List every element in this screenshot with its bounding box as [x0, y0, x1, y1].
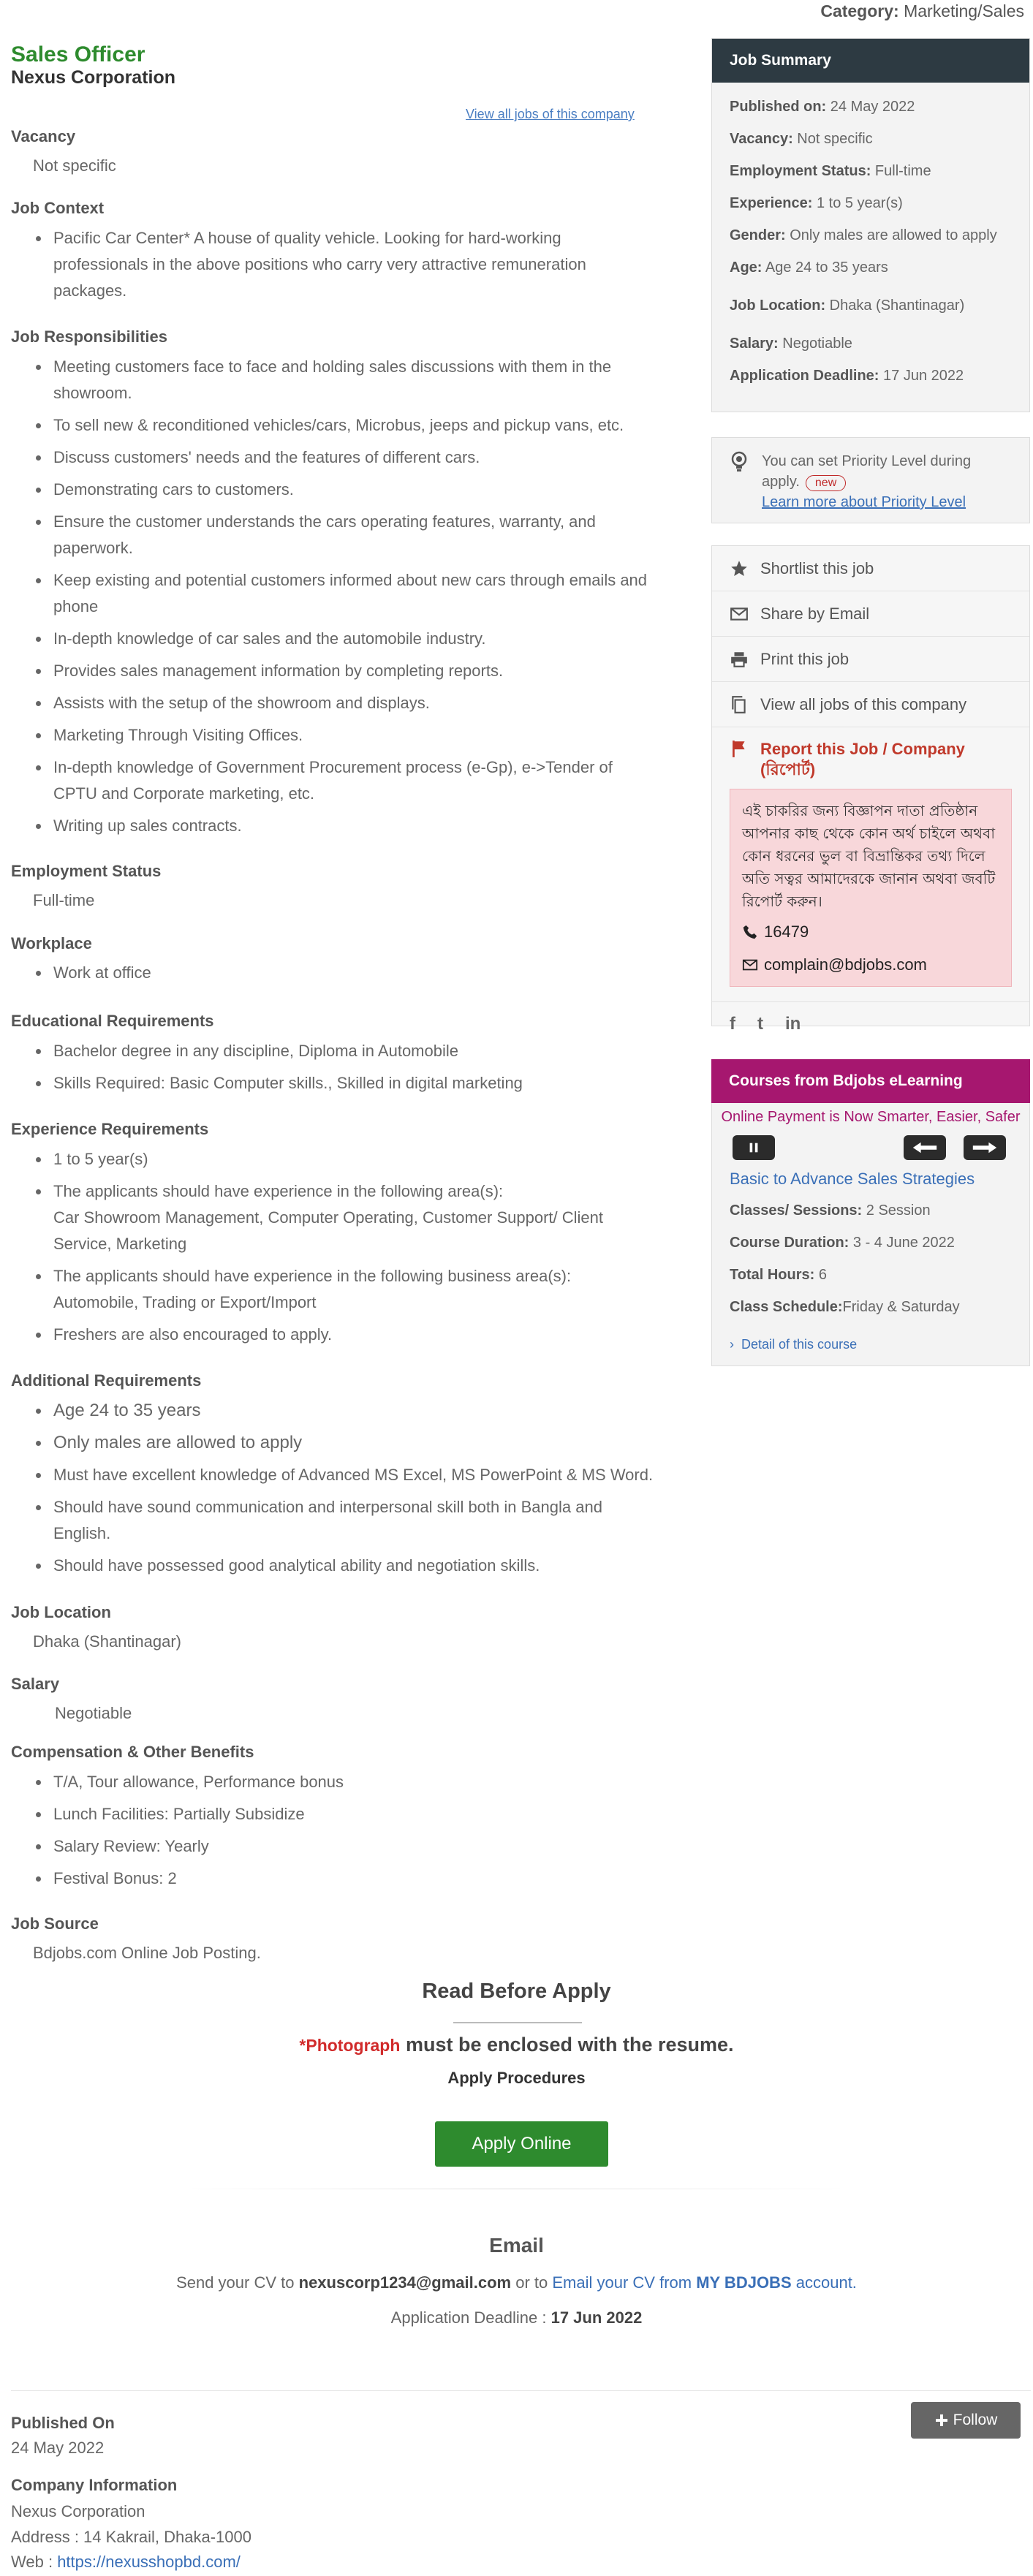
facebook-icon[interactable]: f	[730, 1014, 735, 1034]
job-context-heading: Job Context	[11, 199, 105, 217]
list-item: Marketing Through Visiting Offices.	[53, 722, 654, 749]
education-list	[11, 1038, 654, 1102]
summary-gender: Gender: Only males are allowed to apply	[730, 227, 997, 243]
experience-area-values: Car Showroom Management, Computer Operating, Customer Support/ Client Service, Marketing	[53, 1208, 604, 1253]
additional-heading: Additional Requirements	[11, 1371, 202, 1390]
course-card-title: Courses from Bdjobs eLearning	[711, 1059, 1030, 1103]
chevron-right-icon: ›	[730, 1337, 734, 1352]
list-item: T/A, Tour allowance, Performance bonus	[53, 1769, 654, 1795]
experience-heading: Experience Requirements	[11, 1120, 209, 1138]
course-sessions: Classes/ Sessions: 2 Session	[730, 1202, 931, 1219]
summary-salary: Salary: Negotiable	[730, 336, 852, 352]
list-item: Demonstrating cars to customers.	[53, 477, 654, 503]
vacancy-value: Not specific	[33, 156, 116, 175]
shortlist-action[interactable]	[712, 546, 1029, 591]
report-email-address: complain@bdjobs.com	[764, 955, 927, 974]
report-phone-number: 16479	[764, 923, 809, 941]
employment-status-heading: Employment Status	[11, 862, 162, 880]
list-item	[53, 1263, 654, 1316]
priority-text: You can set Priority Level during apply.	[762, 453, 972, 490]
course-detail-label: Detail of this course	[741, 1337, 858, 1352]
list-item: Ensure the customer understands the cars operating features, warranty, and paperwork.	[53, 509, 654, 561]
published-on-heading: Published On	[11, 2414, 115, 2432]
list-item: Must have excellent knowledge of Advanced MS Excel, MS PowerPoint & MS Word.	[53, 1462, 654, 1488]
photograph-note-text: must be enclosed with the resume.	[405, 2034, 734, 2056]
education-heading: Educational Requirements	[11, 1012, 214, 1030]
list-item: Meeting customers face to face and holding sales discussions with them in the showroom.	[53, 354, 654, 406]
salary-value: Negotiable	[55, 1704, 132, 1722]
web-label: Web :	[11, 2553, 53, 2571]
email-cv-link-text: Email your CV from	[552, 2273, 692, 2292]
list-item: Freshers are also encouraged to apply.	[53, 1322, 654, 1348]
or-to-text: or to	[515, 2273, 548, 2292]
email-cv-link[interactable]	[552, 2273, 857, 2292]
deadline-label: Application Deadline :	[390, 2308, 547, 2327]
company-website-link[interactable]: https://nexusshopbd.com/	[57, 2553, 241, 2571]
application-deadline	[0, 2308, 1033, 2327]
list-item: In-depth knowledge of car sales and the automobile industry.	[53, 626, 654, 652]
company-name: Nexus Corporation	[11, 67, 176, 88]
job-source-value: Bdjobs.com Online Job Posting.	[33, 1944, 261, 1962]
category-value: Marketing/Sales	[904, 1, 1024, 20]
list-item: Should have possessed good analytical ability and negotiation skills.	[53, 1553, 654, 1579]
apply-online-button[interactable]: Apply Online	[435, 2121, 608, 2167]
previous-button[interactable]	[904, 1135, 946, 1160]
list-item: Work at office	[53, 960, 654, 986]
report-warning-text: এই চাকরির জন্য বিজ্ঞাপন দাতা প্রতিষ্ঠান আপনার কাছ থেকে কোন অর্থ চাইলে অথবা কোন ধরনের ভুল বা বিভ্রান্তিকর তথ্য দিলে অতি সত্বর আমাদেরকে জানান অথবা জবটি রিপোর্ট করুন।	[742, 802, 996, 910]
job-title: Sales Officer	[11, 42, 145, 67]
experience-area-label: The applicants should have experience in the following area(s):	[53, 1182, 504, 1200]
arrow-left-icon	[912, 1141, 938, 1154]
company-info-address: Address : 14 Kakrail, Dhaka-1000	[11, 2528, 251, 2546]
new-badge: new	[806, 475, 846, 491]
category-key: Category:	[820, 1, 899, 20]
pause-icon	[747, 1141, 760, 1154]
list-item: Keep existing and potential customers informed about new cars through emails and phone	[53, 567, 654, 620]
envelope-icon	[730, 605, 749, 624]
responsibilities-heading: Job Responsibilities	[11, 327, 167, 346]
salary-heading: Salary	[11, 1675, 60, 1693]
social-links	[712, 1001, 1029, 1049]
summary-location: Job Location: Dhaka (Shantinagar)	[730, 298, 965, 314]
follow-button[interactable]	[911, 2402, 1021, 2439]
business-area-label: The applicants should have experience in the following business area(s):	[53, 1267, 572, 1285]
course-card	[711, 1059, 1030, 1366]
course-detail-link[interactable]	[730, 1337, 857, 1352]
job-summary-card	[711, 38, 1030, 412]
envelope-icon	[742, 957, 758, 973]
arrow-right-icon	[972, 1141, 998, 1154]
email-instructions	[0, 2273, 1033, 2292]
shortlist-label: Shortlist this job	[760, 558, 874, 577]
linkedin-icon[interactable]: in	[785, 1014, 801, 1034]
next-button[interactable]	[964, 1135, 1006, 1160]
apply-procedures-heading: Apply Procedures	[447, 2069, 586, 2087]
workplace-heading: Workplace	[11, 934, 92, 952]
priority-learn-more-link[interactable]: Learn more about Priority Level	[762, 494, 966, 510]
job-location-value: Dhaka (Shantinagar)	[33, 1632, 182, 1651]
heading-divider	[453, 2022, 582, 2023]
benefits-list	[11, 1769, 654, 1898]
course-hours: Total Hours: 6	[730, 1267, 827, 1283]
company-email: nexuscorp1234@gmail.com	[298, 2273, 512, 2292]
company-info-web	[11, 2553, 241, 2572]
view-all-jobs-action[interactable]	[712, 682, 1029, 727]
list-item: In-depth knowledge of Government Procurement process (e-Gp), e->Tender of CPTU and Corporate marketing, etc.	[53, 754, 654, 807]
priority-card	[711, 437, 1030, 523]
share-label: Share by Email	[760, 604, 870, 623]
print-action[interactable]	[712, 637, 1029, 682]
experience-list	[11, 1146, 654, 1354]
additional-list	[11, 1398, 654, 1585]
report-action[interactable]	[712, 727, 1029, 780]
list-item: To sell new & reconditioned vehicles/cars, Microbus, jeeps and pickup vans, etc.	[53, 412, 654, 439]
job-location-heading: Job Location	[11, 1603, 111, 1621]
list-item: Writing up sales contracts.	[53, 813, 654, 839]
report-warning-box	[730, 789, 1012, 987]
list-item: Salary Review: Yearly	[53, 1833, 654, 1860]
deadline-value: 17 Jun 2022	[550, 2308, 643, 2327]
print-label: Print this job	[760, 649, 850, 668]
view-all-label: View all jobs of this company	[760, 694, 967, 713]
printer-icon	[730, 650, 749, 669]
actions-card	[711, 545, 1030, 1034]
list-item: 1 to 5 year(s)	[53, 1146, 654, 1173]
employment-status-value: Full-time	[33, 891, 95, 909]
view-all-jobs-link[interactable]: View all jobs of this company	[466, 107, 635, 121]
summary-deadline: Application Deadline: 17 Jun 2022	[730, 368, 964, 384]
report-phone	[742, 920, 999, 943]
send-cv-text: Send your CV to	[176, 2273, 295, 2292]
star-icon	[730, 559, 749, 578]
course-schedule: Class Schedule:Friday & Saturday	[730, 1299, 960, 1315]
email-heading: Email	[489, 2234, 544, 2257]
flag-icon	[730, 739, 749, 758]
pause-button[interactable]	[733, 1135, 775, 1160]
photograph-label: *Photograph	[299, 2036, 401, 2055]
report-email	[742, 953, 999, 976]
footer-divider	[11, 2390, 1031, 2391]
follow-label: Follow	[953, 2412, 998, 2428]
summary-experience: Experience: 1 to 5 year(s)	[730, 195, 903, 211]
summary-age: Age: Age 24 to 35 years	[730, 260, 888, 276]
plus-icon	[934, 2413, 949, 2428]
course-marquee: Online Payment is Now Smarter, Easier, Safer	[721, 1109, 1021, 1125]
category-label	[820, 1, 1024, 21]
list-item: Skills Required: Basic Computer skills., Skilled in digital marketing	[53, 1070, 654, 1096]
report-label: Report this Job / Company (রিপোর্ট)	[760, 740, 965, 779]
list-item: Bachelor degree in any discipline, Diploma in Automobile	[53, 1038, 654, 1064]
business-area-values: Automobile, Trading or Export/Import	[53, 1293, 317, 1311]
summary-published: Published on: 24 May 2022	[730, 99, 915, 115]
summary-vacancy: Vacancy: Not specific	[730, 131, 873, 147]
course-name-link[interactable]: Basic to Advance Sales Strategies	[730, 1170, 975, 1188]
company-info-heading: Company Information	[11, 2476, 178, 2494]
read-before-apply-heading: Read Before Apply	[422, 1980, 611, 2003]
account-text: account.	[795, 2273, 857, 2292]
list-item: Pacific Car Center* A house of quality vehicle. Looking for hard-working professionals in the above positions who carry very attractive remuneration packages.	[53, 225, 654, 304]
list-item: Age 24 to 35 years	[53, 1398, 654, 1424]
copy-icon	[730, 695, 749, 714]
photograph-note	[0, 2034, 1033, 2056]
lightbulb-icon	[730, 451, 749, 473]
job-context-list	[11, 225, 654, 310]
published-on-value: 24 May 2022	[11, 2439, 105, 2457]
workplace-list	[11, 960, 654, 992]
twitter-icon[interactable]: t	[757, 1014, 763, 1034]
benefits-heading: Compensation & Other Benefits	[11, 1743, 254, 1761]
course-duration: Course Duration: 3 - 4 June 2022	[730, 1235, 955, 1251]
list-item: Only males are allowed to apply	[53, 1430, 654, 1456]
job-source-heading: Job Source	[11, 1914, 99, 1933]
my-bdjobs-text: MY BDJOBS	[696, 2273, 792, 2292]
vacancy-heading: Vacancy	[11, 127, 76, 145]
phone-icon	[742, 924, 758, 940]
list-item: Lunch Facilities: Partially Subsidize	[53, 1801, 654, 1827]
summary-employment: Employment Status: Full-time	[730, 163, 931, 179]
list-item: Discuss customers' needs and the features of different cars.	[53, 444, 654, 471]
job-summary-title: Job Summary	[712, 39, 1029, 83]
list-item: Should have sound communication and interpersonal skill both in Bangla and English.	[53, 1494, 654, 1547]
list-item: Provides sales management information by completing reports.	[53, 658, 654, 684]
list-item: Festival Bonus: 2	[53, 1865, 654, 1892]
list-item	[53, 1178, 654, 1257]
company-info-name: Nexus Corporation	[11, 2502, 145, 2520]
list-item: Assists with the setup of the showroom and displays.	[53, 690, 654, 716]
responsibilities-list	[11, 354, 654, 845]
share-email-action[interactable]	[712, 591, 1029, 637]
